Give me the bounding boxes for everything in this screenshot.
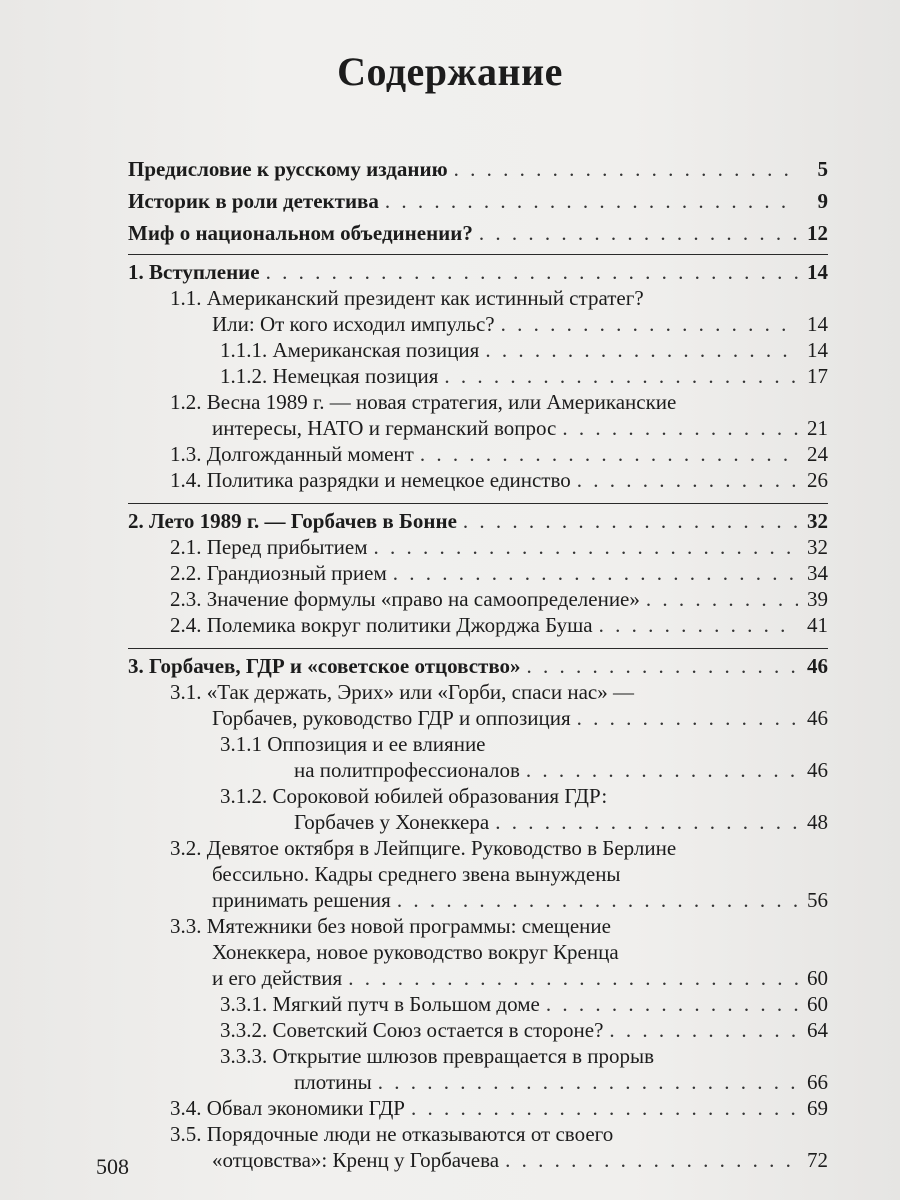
dot-leader — [495, 809, 798, 835]
dot-leader — [348, 965, 798, 991]
toc-entry-title: 1.1.1. Американская позиция — [220, 338, 480, 362]
toc-entry-title: принимать решения — [212, 888, 391, 912]
toc-entry-title: на политпрофессионалов — [294, 758, 520, 782]
toc-entry[interactable] — [128, 612, 828, 638]
dot-leader — [577, 705, 798, 731]
dot-leader — [501, 311, 798, 337]
toc-entry-title: Хонеккера, новое руководство вокруг Кренца — [212, 940, 619, 964]
toc-entry-title: 1. Вступление — [128, 260, 260, 284]
dot-leader — [562, 415, 798, 441]
toc-page-number: 72 — [807, 1148, 828, 1172]
toc-entry[interactable] — [128, 467, 828, 493]
toc-page-number: 66 — [807, 1070, 828, 1094]
toc-page-number: 56 — [807, 888, 828, 912]
dot-leader — [505, 1147, 798, 1173]
dot-leader — [393, 560, 798, 586]
toc-entry-title: 3.3.3. Открытие шлюзов превращается в прорыв — [220, 1044, 655, 1068]
toc-page-number: 60 — [807, 992, 828, 1016]
toc-page-number: 26 — [807, 468, 828, 492]
toc-page-number: 48 — [807, 810, 828, 834]
toc-page-number: 9 — [817, 189, 828, 213]
toc-entry[interactable] — [128, 220, 828, 246]
toc-entry-title: 3. Горбачев, ГДР и «советское отцовство» — [128, 654, 521, 678]
dot-leader — [266, 259, 798, 285]
toc-entry[interactable] — [128, 1017, 828, 1043]
dot-leader — [609, 1017, 798, 1043]
toc-entry-title: и его действия — [212, 966, 343, 990]
toc-entry[interactable] — [128, 1121, 828, 1173]
toc-entry-title: 3.3.1. Мягкий путч в Большом доме — [220, 992, 540, 1016]
toc-entry-title: 2.2. Грандиозный прием — [170, 561, 387, 585]
toc-entry[interactable] — [128, 648, 828, 679]
dot-leader — [577, 467, 798, 493]
toc-entry-title: 3.3. Мятежники без новой программы: смещение — [170, 914, 611, 938]
toc-entry[interactable] — [128, 1095, 828, 1121]
toc-entry-title: 2.1. Перед прибытием — [170, 535, 368, 559]
toc-page-number: 14 — [807, 338, 828, 362]
toc-entry-title: бессильно. Кадры среднего звена вынуждены — [212, 862, 621, 886]
toc-entry[interactable] — [128, 1043, 828, 1095]
dot-leader — [599, 612, 798, 638]
dot-leader — [444, 363, 798, 389]
toc-entry[interactable] — [128, 363, 828, 389]
dot-leader — [526, 757, 798, 783]
toc-entry-title: 2.3. Значение формулы «право на самоопределение» — [170, 587, 640, 611]
section-divider — [128, 503, 828, 504]
toc-page-number: 17 — [807, 364, 828, 388]
dot-leader — [411, 1095, 798, 1121]
toc-entry-title: плотины — [294, 1070, 372, 1094]
toc-entry[interactable] — [128, 783, 828, 835]
toc-entry-title: 3.2. Девятое октября в Лейпциге. Руководство в Берлине — [170, 836, 677, 860]
toc-entry-title: Миф о национальном объединении? — [128, 221, 473, 245]
toc-entry[interactable] — [128, 441, 828, 467]
toc-entry[interactable] — [128, 188, 828, 214]
toc-entry-title: 3.4. Обвал экономики ГДР — [170, 1096, 405, 1120]
toc-page-number: 12 — [807, 221, 828, 245]
toc-entry[interactable] — [128, 991, 828, 1017]
toc-page-number: 39 — [807, 587, 828, 611]
toc-page-number: 46 — [807, 654, 828, 678]
toc-page-number: 14 — [807, 312, 828, 336]
toc-entry-title: Горбачев, руководство ГДР и оппозиция — [212, 706, 571, 730]
toc-entry-title: Или: От кого исходил импульс? — [212, 312, 495, 336]
toc-entry[interactable] — [128, 389, 828, 441]
toc-entry-title: 3.3.2. Советский Союз остается в стороне? — [220, 1018, 604, 1042]
toc-entry[interactable] — [128, 835, 828, 913]
toc-entry-title: «отцовства»: Кренц у Горбачева — [212, 1148, 500, 1172]
toc-entry[interactable] — [128, 503, 828, 534]
page-number: 508 — [96, 1154, 129, 1179]
dot-leader — [527, 653, 798, 679]
toc-page-number: 46 — [807, 706, 828, 730]
dot-leader — [397, 887, 798, 913]
dot-leader — [374, 534, 798, 560]
toc-entry-title: 3.5. Порядочные люди не отказываются от своего — [170, 1122, 614, 1146]
toc-entry-title: 1.4. Политика разрядки и немецкое единство — [170, 468, 571, 492]
toc-entry-title: 1.3. Долгожданный момент — [170, 442, 414, 466]
toc-page-number: 32 — [807, 535, 828, 559]
toc-page-number: 60 — [807, 966, 828, 990]
toc-entry-title: 3.1.1 Оппозиция и ее влияние — [220, 732, 486, 756]
toc-entry[interactable] — [128, 913, 828, 991]
toc-entry[interactable] — [128, 560, 828, 586]
toc-page-number: 34 — [807, 561, 828, 585]
table-of-contents — [128, 156, 828, 1173]
toc-entry-title: 1.1.2. Немецкая позиция — [220, 364, 439, 388]
dot-leader — [463, 508, 798, 534]
toc-entry-title: 1.2. Весна 1989 г. — новая стратегия, или Американские — [170, 390, 677, 414]
dot-leader — [479, 220, 798, 246]
toc-page-number: 64 — [807, 1018, 828, 1042]
toc-entry[interactable] — [128, 679, 828, 731]
toc-entry[interactable] — [128, 285, 828, 337]
dot-leader — [385, 188, 798, 214]
toc-page-number: 5 — [817, 157, 828, 181]
toc-entry-title: интересы, НАТО и германский вопрос — [212, 416, 557, 440]
toc-page-number: 21 — [807, 416, 828, 440]
toc-entry-title: 2.4. Полемика вокруг политики Джорджа Буша — [170, 613, 593, 637]
toc-entry[interactable] — [128, 731, 828, 783]
toc-entry-title: 3.1. «Так держать, Эрих» или «Горби, спаси нас» — — [170, 680, 634, 704]
toc-entry-title: Историк в роли детектива — [128, 189, 379, 213]
toc-page-number: 41 — [807, 613, 828, 637]
dot-leader — [546, 991, 798, 1017]
dot-leader — [485, 337, 798, 363]
toc-page-number: 46 — [807, 758, 828, 782]
toc-entry-title: Предисловие к русскому изданию — [128, 157, 448, 181]
toc-page-number: 24 — [807, 442, 828, 466]
toc-entry-title: 3.1.2. Сороковой юбилей образования ГДР: — [220, 784, 608, 808]
dot-leader — [454, 156, 798, 182]
dot-leader — [420, 441, 798, 467]
toc-entry-title: 2. Лето 1989 г. — Горбачев в Бонне — [128, 509, 457, 533]
toc-page-number: 32 — [807, 509, 828, 533]
toc-page-number: 69 — [807, 1096, 828, 1120]
toc-entry[interactable] — [128, 534, 828, 560]
page-title: Содержание — [337, 49, 563, 94]
toc-entry-title: Горбачев у Хонеккера — [294, 810, 490, 834]
section-divider — [128, 254, 828, 255]
toc-entry[interactable] — [128, 156, 828, 182]
toc-entry[interactable] — [128, 337, 828, 363]
section-divider — [128, 648, 828, 649]
toc-entry[interactable] — [128, 254, 828, 285]
dot-leader — [378, 1069, 798, 1095]
toc-page-number: 14 — [807, 260, 828, 284]
toc-entry[interactable] — [128, 586, 828, 612]
dot-leader — [646, 586, 798, 612]
toc-entry-title: 1.1. Американский президент как истинный стратег? — [170, 286, 644, 310]
